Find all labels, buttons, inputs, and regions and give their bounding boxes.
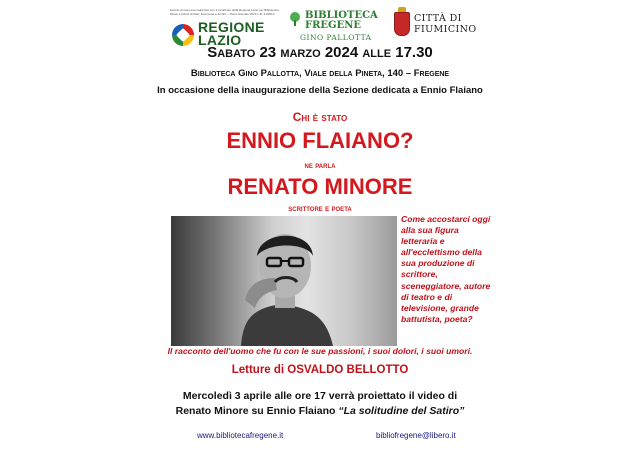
event-date: Sabato 23 marzo 2024 alle 17.30	[207, 44, 433, 61]
speaker-role: scrittore e poeta	[288, 203, 352, 213]
letture-line: Letture di OSVALDO BELLOTTO	[231, 364, 409, 376]
ne-parla-label: ne parla	[304, 160, 336, 170]
website-link[interactable]: www.bibliotecafregene.it	[197, 431, 284, 440]
event-occasion: In occasione della inaugurazione della Sezione dedicata a Ennio Flaiano	[157, 85, 483, 96]
chi-e-stato-label: Chi è stato	[292, 110, 348, 124]
email-link[interactable]: bibliofregene@libero.it	[376, 431, 456, 440]
video-announcement	[150, 389, 490, 419]
regione-funding-note: Evento di interesse realizzato con il contributo della Regione Lazio per Biblioteche, Musei e Istituti similari, Ecomusei e Archivi – Piano annuale 2023 L.R. 24/2019	[170, 8, 280, 16]
speaker-heading: RENATO MINORE	[227, 174, 413, 199]
portrait-illustration	[171, 216, 397, 346]
regione-name-line2: LAZIO	[198, 32, 242, 48]
biblioteca-line2: FREGENE	[305, 20, 361, 31]
regione-name-line1: REGIONE	[198, 19, 265, 35]
flaiano-portrait-photo	[171, 216, 397, 346]
citta-line1: CITTÀ DI	[414, 13, 462, 24]
event-place: Biblioteca Gino Pallotta, Viale della Pineta, 140 – Fregene	[190, 68, 450, 79]
video-line1: Mercoledì 3 aprile alle ore 17 verrà proiettato il video di	[182, 390, 458, 402]
fiumicino-crest-icon	[394, 12, 410, 36]
event-quote: Il racconto dell'uomo che fu con le sue passioni, i suoi dolori, i suoi umori.	[167, 346, 473, 356]
citta-line2: FIUMICINO	[414, 24, 477, 35]
biblioteca-leaf-icon	[287, 11, 303, 27]
biblioteca-subtitle: GINO PALLOTTA	[300, 33, 372, 42]
biblioteca-line1: BIBLIOTECA	[305, 10, 378, 21]
regione-lazio-logo-icon	[172, 24, 194, 46]
citta-fiumicino-logo	[414, 13, 477, 35]
video-title: “La solitudine del Satiro”	[338, 405, 465, 417]
video-line2	[150, 404, 490, 419]
event-description: Come accostarci oggi alla sua figura letteraria e all'ecclettismo della sua produzione di scrittore, sceneggiatore, autore di teatro e di televisione, grande battutista, poeta?	[401, 214, 491, 324]
video-line2-prefix: Renato Minore su Ennio Flaiano	[175, 405, 339, 417]
subject-heading: ENNIO FLAIANO?	[226, 128, 414, 153]
biblioteca-logo-text	[305, 11, 378, 31]
